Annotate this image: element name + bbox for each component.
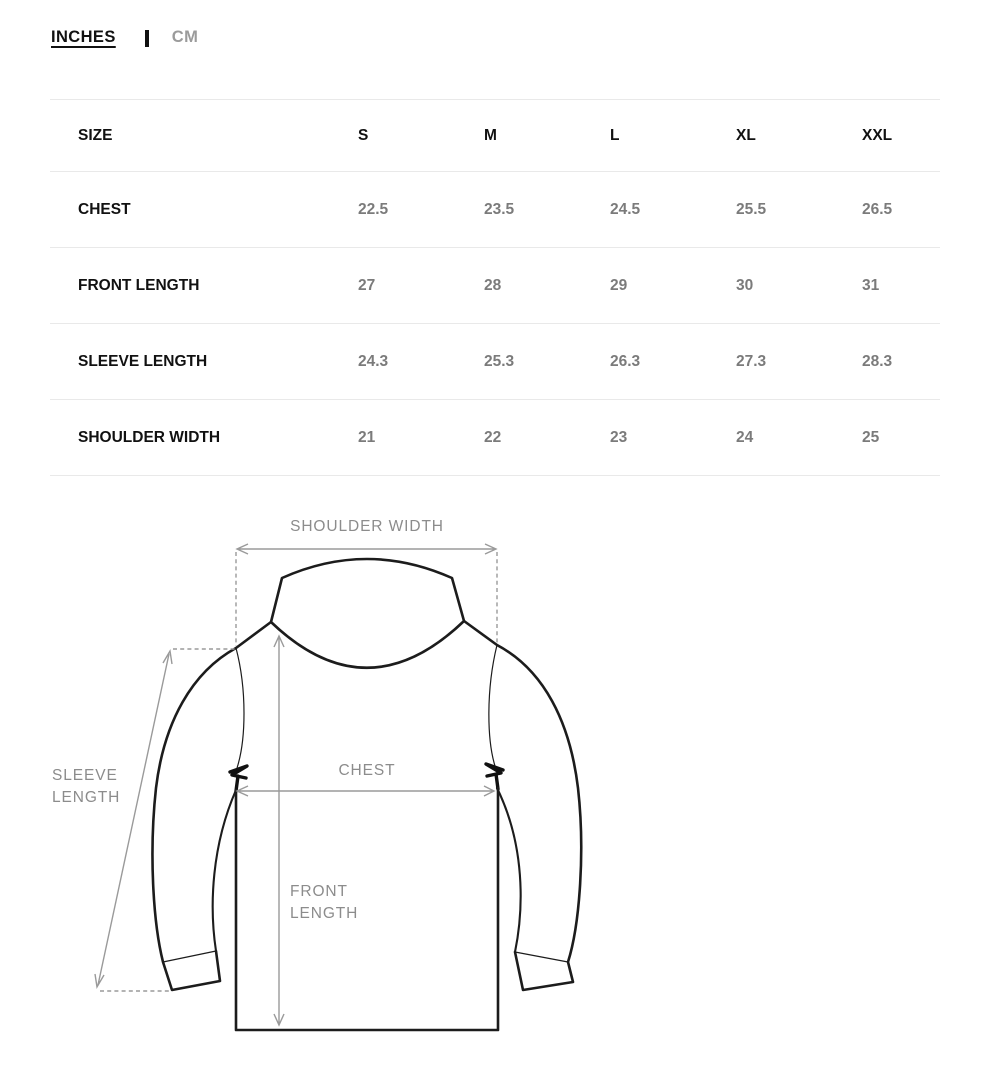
left-armhole-seam xyxy=(236,648,244,768)
cell-value: 26.5 xyxy=(862,200,893,218)
right-sleeve-inner-edge xyxy=(497,788,521,952)
cell-value: 24.3 xyxy=(358,352,389,370)
table-row-shoulder-width xyxy=(50,400,940,476)
cell-value: 24 xyxy=(736,428,754,446)
size-table xyxy=(50,99,940,476)
left-sleeve-outline xyxy=(152,622,271,990)
row-label: SLEEVE LENGTH xyxy=(78,352,208,370)
size-header-xl: XL xyxy=(736,126,756,144)
shoulder-width-label: SHOULDER WIDTH xyxy=(290,518,444,535)
cell-value: 24.5 xyxy=(610,200,641,218)
row-label: SHOULDER WIDTH xyxy=(78,428,221,446)
right-armhole-seam xyxy=(489,645,497,766)
front-length-arrow xyxy=(274,636,284,1025)
table-row-front-length xyxy=(50,248,940,324)
body-outline xyxy=(236,788,498,1030)
cell-value: 26.3 xyxy=(610,352,641,370)
unit-cm-button[interactable]: CM xyxy=(171,28,199,47)
unit-toggle xyxy=(51,26,198,50)
chest-arrow xyxy=(237,786,494,796)
table-row-sleeve-length xyxy=(50,324,940,400)
left-cuff-seam xyxy=(163,951,216,962)
size-column-title: SIZE xyxy=(78,126,113,144)
sleeve-length-arrow xyxy=(95,651,172,987)
hood-neckline xyxy=(271,621,464,668)
cell-value: 23 xyxy=(610,428,628,446)
cell-value: 22.5 xyxy=(358,200,389,218)
size-header-s: S xyxy=(358,126,369,144)
cell-value: 25.3 xyxy=(484,352,515,370)
table-header-row xyxy=(50,100,940,172)
hood-outline xyxy=(271,559,464,622)
cell-value: 22 xyxy=(484,428,502,446)
size-header-xxl: XXL xyxy=(862,126,893,144)
unit-toggle-divider xyxy=(145,30,149,47)
size-header-l: L xyxy=(610,126,620,144)
front-length-label-line2: LENGTH xyxy=(290,905,359,922)
cell-value: 27 xyxy=(358,276,376,294)
measurement-diagram xyxy=(0,500,990,1090)
unit-inches-button[interactable]: INCHES xyxy=(51,28,116,47)
sleeve-length-label-line1: SLEEVE xyxy=(52,767,118,784)
table-row-chest xyxy=(50,172,940,248)
cell-value: 31 xyxy=(862,276,880,294)
cell-value: 28 xyxy=(484,276,502,294)
right-sleeve-outline xyxy=(464,621,581,990)
cell-value: 25.5 xyxy=(736,200,767,218)
row-label: FRONT LENGTH xyxy=(78,276,200,294)
cell-value: 25 xyxy=(862,428,880,446)
left-sleeve-inner-edge xyxy=(213,790,236,951)
cell-value: 21 xyxy=(358,428,376,446)
cell-value: 27.3 xyxy=(736,352,767,370)
right-cuff-seam xyxy=(515,952,568,962)
shoulder-width-arrow xyxy=(237,544,496,554)
cell-value: 23.5 xyxy=(484,200,515,218)
cell-value: 28.3 xyxy=(862,352,893,370)
chest-label: CHEST xyxy=(338,762,396,779)
right-armpit-mark xyxy=(486,764,503,789)
cell-value: 29 xyxy=(610,276,628,294)
hoodie-diagram-svg xyxy=(0,500,990,1090)
front-length-label-line1: FRONT xyxy=(290,883,348,900)
cell-value: 30 xyxy=(736,276,754,294)
row-label: CHEST xyxy=(78,200,131,218)
sleeve-length-label-line2: LENGTH xyxy=(52,789,121,806)
size-header-m: M xyxy=(484,126,497,144)
